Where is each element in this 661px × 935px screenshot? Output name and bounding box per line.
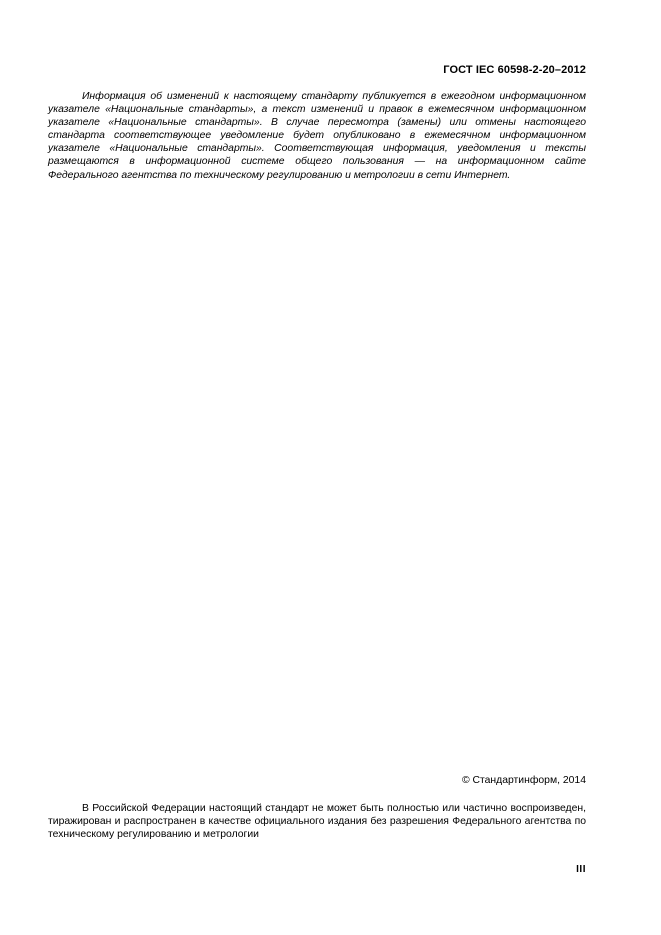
page-number: III: [576, 864, 586, 875]
copyright-notice: © Стандартинформ, 2014: [461, 775, 586, 786]
reproduction-rights-paragraph: В Российской Федерации настоящий стандарт не может быть полностью или частично воспроизведен, тиражирован и распространен в качестве официального издания без разрешения Федерального агентства по техническому регулированию и метрологии: [48, 803, 586, 841]
standard-code-header: ГОСТ IEC 60598-2-20–2012: [443, 64, 586, 76]
publication-info-paragraph: Информация об изменений к настоящему стандарту публикуется в ежегодном информационном указателе «Национальные стандарты», а текст изменений и правок в ежемесячном информационном указателе «Национальные стандарты». В случае пересмотра (замены) или отмены настоящего стандарта соответствующее уведомление будет опубликовано в ежемесячном информационном указателе «Национальные стандарты». Соответствующая информация, уведомления и тексты размещаются в информационной системе общего пользования — на информационном сайте Федерального агентства по техническому регулированию и метрологии в сети Интернет.: [48, 91, 586, 181]
